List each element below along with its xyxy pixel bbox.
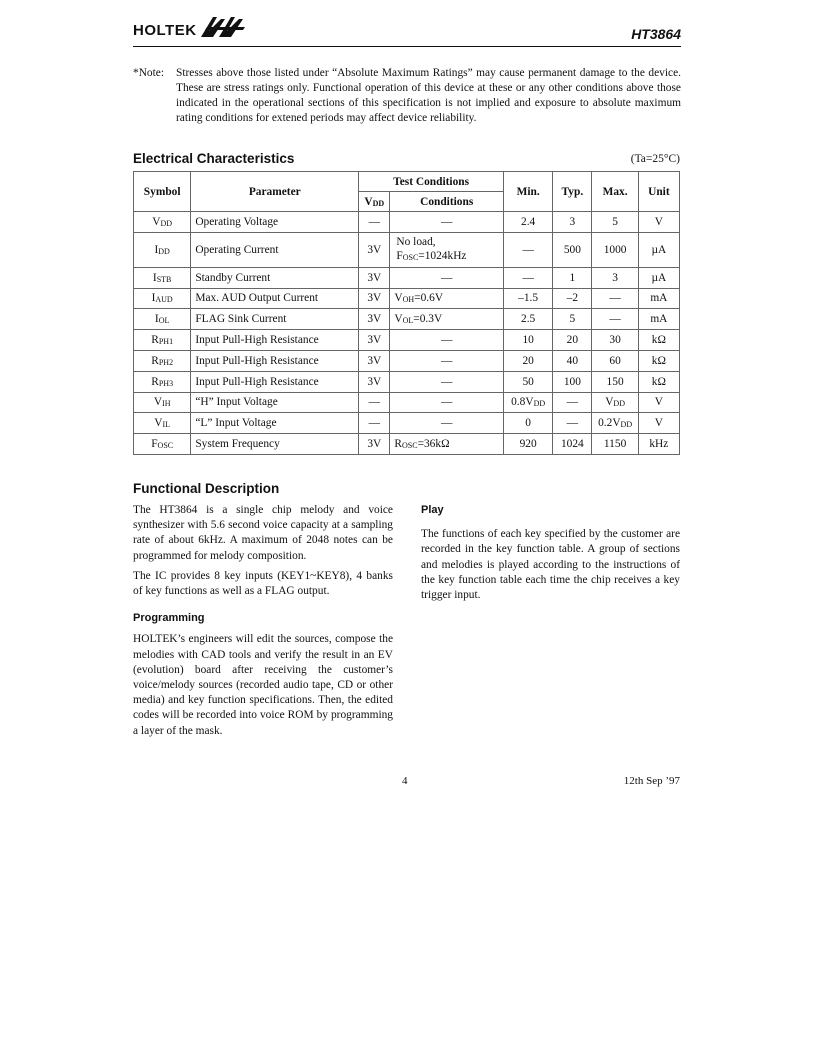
cell-symbol: $I_{STB}$ <box>134 267 191 288</box>
table-row <box>134 330 680 351</box>
cell-parameter: Operating Current <box>191 232 359 267</box>
cell-symbol: $R_{PH1}$ <box>134 330 191 351</box>
cell-max: 30 <box>592 330 638 351</box>
cell-parameter: FLAG Sink Current <box>191 309 359 330</box>
cell-unit: kHz <box>638 434 679 455</box>
header-max: Max. <box>592 172 638 212</box>
cell-parameter: Max. AUD Output Current <box>191 288 359 309</box>
header-typ: Typ. <box>553 172 592 212</box>
cell-conditions: $V_{OH}=0.6V$ <box>390 288 504 309</box>
cell-symbol: $V_{IH}$ <box>134 392 191 413</box>
cell-max: 5 <box>592 212 638 233</box>
cell-symbol: $I_{DD}$ <box>134 232 191 267</box>
table-row <box>134 434 680 455</box>
cell-min: — <box>504 267 553 288</box>
cell-unit: µA <box>638 232 679 267</box>
header-conditions: Conditions <box>390 192 504 212</box>
cell-symbol: $V_{IL}$ <box>134 413 191 434</box>
note-label: *Note: <box>133 67 165 79</box>
play-title: Play <box>421 504 444 516</box>
cell-typ: 1024 <box>553 434 592 455</box>
page-number: 4 <box>402 775 408 787</box>
cell-typ: — <box>553 392 592 413</box>
programming-text: HOLTEK’s engineers will edit the sources, compose the melodies with CAD tools and verify the result in an EV (evolution) board after receiving the customer’s voice/melody sources (recorded audio tape, CD or other media) and key function specifications. Then, the edited codes will be recorded into voice ROM by programming a layer of the mask. <box>133 633 393 737</box>
cell-parameter: Input Pull-High Resistance <box>191 371 359 392</box>
cell-parameter: “H” Input Voltage <box>191 392 359 413</box>
cell-min: — <box>504 232 553 267</box>
cell-unit: kΩ <box>638 371 679 392</box>
cell-typ: 100 <box>553 371 592 392</box>
header-unit: Unit <box>638 172 679 212</box>
cell-symbol: $I_{AUD}$ <box>134 288 191 309</box>
cell-max: $V_{DD}$ <box>592 392 638 413</box>
cell-max: 60 <box>592 350 638 371</box>
table-header-row <box>134 172 680 192</box>
cell-min: 20 <box>504 350 553 371</box>
cell-conditions: $R_{OSC}=36k\Omega$ <box>390 434 504 455</box>
table-row <box>134 350 680 371</box>
intro-paragraph-1: The HT3864 is a single chip melody and voice synthesizer with 5.6 second voice capacity at a sampling rate of about 6kHz. A maximum of 2048 notes can be programmed for melody composition. <box>133 504 393 562</box>
cell-max: 3 <box>592 267 638 288</box>
cell-conditions: — <box>390 392 504 413</box>
programming-title: Programming <box>133 612 205 625</box>
cell-typ: 20 <box>553 330 592 351</box>
electrical-characteristics-title: Electrical Characteristics <box>133 151 295 166</box>
part-number: HT3864 <box>631 26 681 42</box>
cell-typ: 3 <box>553 212 592 233</box>
cell-min: 10 <box>504 330 553 351</box>
cell-vdd: 3V <box>359 309 390 330</box>
cell-typ: 5 <box>553 309 592 330</box>
cell-max: 150 <box>592 371 638 392</box>
table-row <box>134 267 680 288</box>
cell-vdd: 3V <box>359 330 390 351</box>
header-parameter: Parameter <box>191 172 359 212</box>
cell-unit: kΩ <box>638 350 679 371</box>
cell-min: 2.4 <box>504 212 553 233</box>
header-test-conditions: Test Conditions <box>359 172 504 192</box>
cell-symbol: $V_{DD}$ <box>134 212 191 233</box>
cell-min: 0 <box>504 413 553 434</box>
logo-text: HOLTEK <box>133 22 197 39</box>
cell-vdd: — <box>359 413 390 434</box>
note-text: Stresses above those listed under “Absolute Maximum Ratings” may cause permanent damage to the device. These are stress ratings only. Functional operation of this device at these or any other conditions above those indicated in the operational sections of this specification is not implied and exposure to absolute maximum rating conditions for extened periods may affect device reliability. <box>176 67 681 124</box>
cell-min: 920 <box>504 434 553 455</box>
header-min: Min. <box>504 172 553 212</box>
table-row <box>134 212 680 233</box>
cell-unit: mA <box>638 288 679 309</box>
cell-vdd: — <box>359 392 390 413</box>
table-body <box>134 212 680 455</box>
cell-unit: V <box>638 392 679 413</box>
cell-vdd: 3V <box>359 434 390 455</box>
cell-max: $0.2V_{DD}$ <box>592 413 638 434</box>
cell-unit: µA <box>638 267 679 288</box>
left-column <box>133 503 393 744</box>
cell-symbol: $R_{PH3}$ <box>134 371 191 392</box>
cell-conditions: $V_{OL}=0.3V$ <box>390 309 504 330</box>
cell-unit: V <box>638 212 679 233</box>
cell-parameter: Operating Voltage <box>191 212 359 233</box>
cell-typ: –2 <box>553 288 592 309</box>
cell-parameter: Standby Current <box>191 267 359 288</box>
table-row <box>134 232 680 267</box>
cell-max: 1000 <box>592 232 638 267</box>
cell-max: — <box>592 288 638 309</box>
cell-conditions: — <box>390 212 504 233</box>
holtek-logo <box>133 22 251 39</box>
cell-unit: V <box>638 413 679 434</box>
cell-min: –1.5 <box>504 288 553 309</box>
cell-conditions: No load, $F_{OSC}=1024kHz$ <box>390 232 504 267</box>
table-row <box>134 309 680 330</box>
cell-conditions: — <box>390 371 504 392</box>
ambient-temperature: (Ta=25°C) <box>630 153 680 165</box>
cell-typ: 40 <box>553 350 592 371</box>
page-header <box>133 18 681 47</box>
cell-vdd: 3V <box>359 350 390 371</box>
table-row <box>134 413 680 434</box>
header-symbol: Symbol <box>134 172 191 212</box>
cell-typ: — <box>553 413 592 434</box>
play-text: The functions of each key specified by the customer are recorded in the key function table. A group of sections and melodies is played according to the instructions of the key function table each time the chip receives a key trigger input. <box>421 528 680 602</box>
cell-symbol: $F_{OSC}$ <box>134 434 191 455</box>
holtek-logo-icon <box>199 13 251 39</box>
cell-vdd: 3V <box>359 267 390 288</box>
cell-max: — <box>592 309 638 330</box>
right-column <box>421 503 680 608</box>
cell-vdd: 3V <box>359 288 390 309</box>
electrical-characteristics-table <box>133 171 680 455</box>
cell-max: 1150 <box>592 434 638 455</box>
cell-symbol: $R_{PH2}$ <box>134 350 191 371</box>
cell-conditions: — <box>390 413 504 434</box>
cell-symbol: $I_{OL}$ <box>134 309 191 330</box>
document-date: 12th Sep ’97 <box>623 775 680 787</box>
functional-description-title: Functional Description <box>133 481 280 496</box>
header-vdd: $V_{DD}$ <box>359 192 390 212</box>
cell-parameter: “L” Input Voltage <box>191 413 359 434</box>
cell-vdd: 3V <box>359 371 390 392</box>
cell-parameter: Input Pull-High Resistance <box>191 350 359 371</box>
cell-unit: mA <box>638 309 679 330</box>
cell-typ: 1 <box>553 267 592 288</box>
table-row <box>134 371 680 392</box>
cell-min: 2.5 <box>504 309 553 330</box>
cell-vdd: 3V <box>359 232 390 267</box>
cell-min: 50 <box>504 371 553 392</box>
cell-unit: kΩ <box>638 330 679 351</box>
cell-min: $0.8V_{DD}$ <box>504 392 553 413</box>
cell-conditions: — <box>390 350 504 371</box>
cell-typ: 500 <box>553 232 592 267</box>
cell-parameter: System Frequency <box>191 434 359 455</box>
cell-vdd: — <box>359 212 390 233</box>
table-row <box>134 288 680 309</box>
table-row <box>134 392 680 413</box>
intro-paragraph-2: The IC provides 8 key inputs (KEY1~KEY8), 4 banks of key functions as well as a FLAG output. <box>133 569 393 598</box>
cell-parameter: Input Pull-High Resistance <box>191 330 359 351</box>
stress-note <box>133 66 681 126</box>
cell-conditions: — <box>390 267 504 288</box>
cell-conditions: — <box>390 330 504 351</box>
